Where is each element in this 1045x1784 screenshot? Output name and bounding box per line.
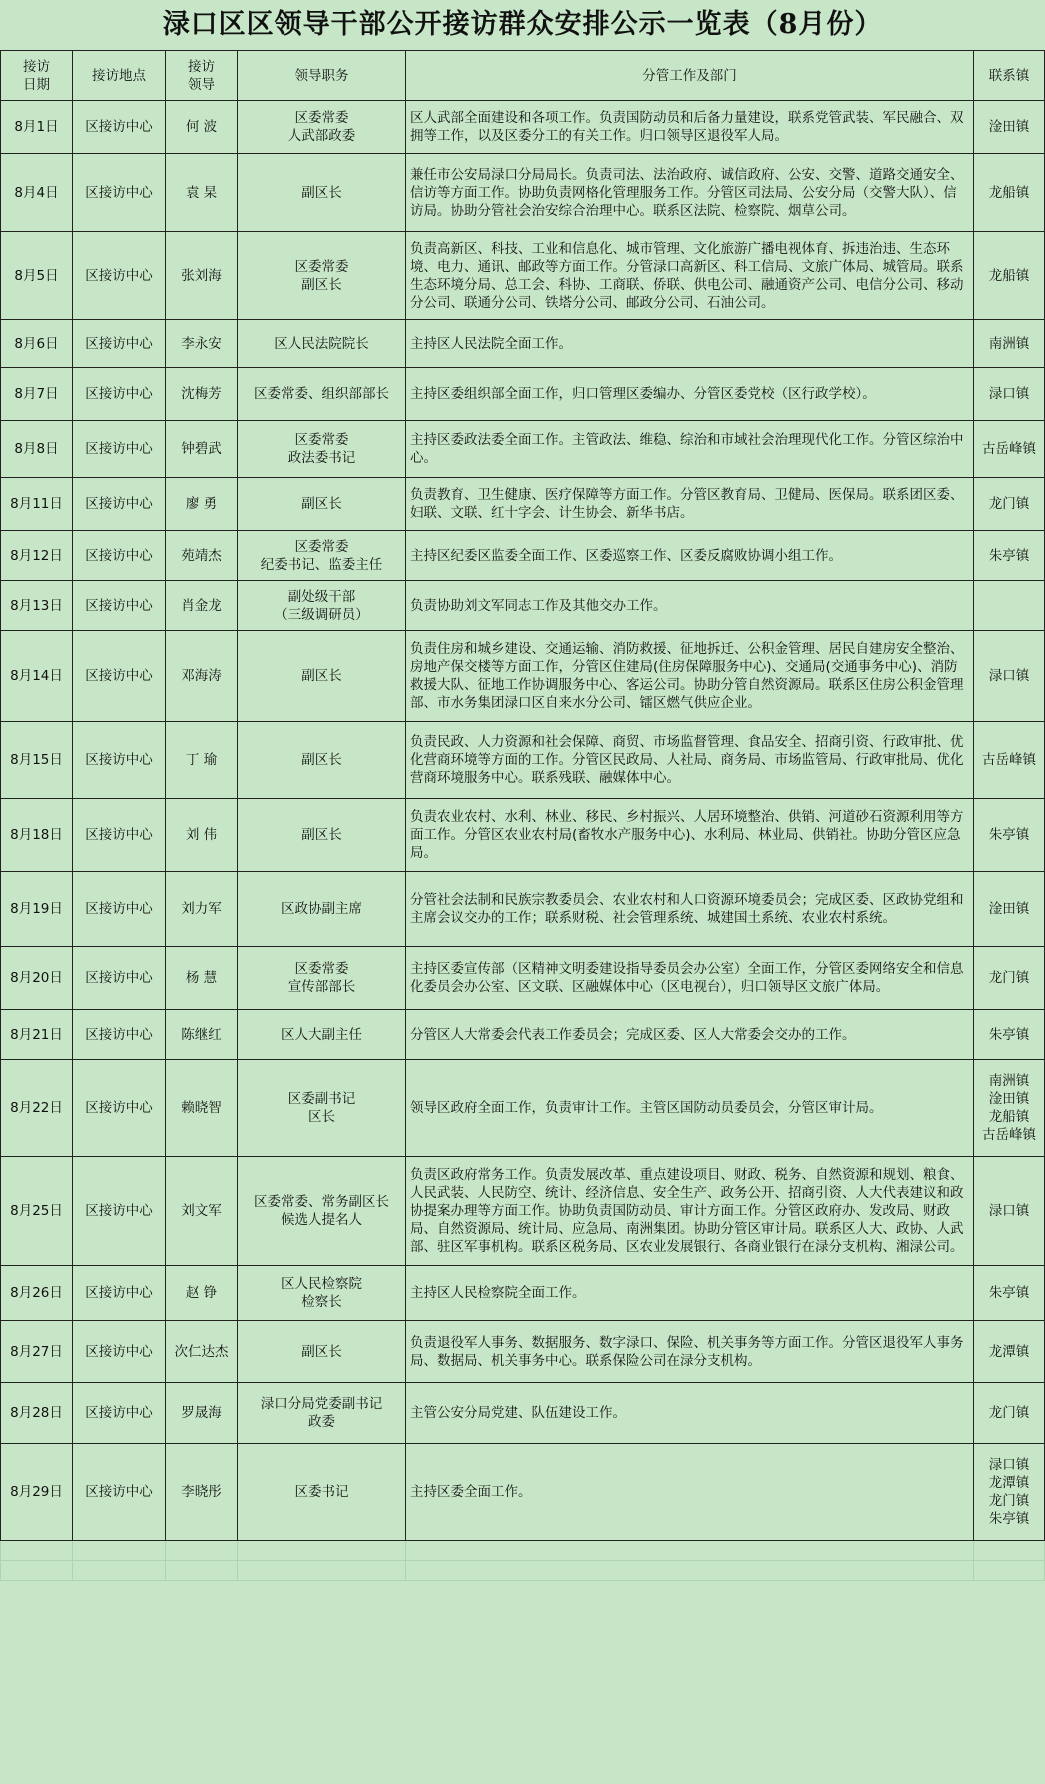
cell-position[interactable]: 区委常委 政法委书记 [238,421,406,478]
cell-date[interactable]: 8月13日 [1,581,73,631]
cell-place[interactable]: 区接访中心 [73,947,166,1010]
cell-place[interactable]: 区接访中心 [73,154,166,232]
cell-position[interactable]: 区人民法院院长 [238,320,406,368]
table-row [1,478,1045,531]
cell-duties[interactable]: 负责住房和城乡建设、交通运输、消防救援、征地拆迁、公积金管理、居民自建房安全整治、房地产保交楼等方面工作，分管区住建局(住房保障服务中心)、交通局(交通事务中心)、消防救援大队、征地工作协调服务中心、客运公司。协助分管自然资源局。联系区住房公积金管理部、市水务集团渌口区自来水分公司、镭区燃气供应企业。 [406,631,974,722]
cell-town[interactable]: 淦田镇 [974,872,1045,947]
cell-position[interactable]: 区委常委 宣传部部长 [238,947,406,1010]
cell-position[interactable]: 区政协副主席 [238,872,406,947]
cell-town[interactable] [974,581,1045,631]
table-row [1,581,1045,631]
cell-leader[interactable]: 李晓彤 [166,1444,238,1541]
empty-cell[interactable] [1,1561,73,1581]
cell-position[interactable]: 副区长 [238,154,406,232]
cell-position[interactable]: 副区长 [238,631,406,722]
cell-town[interactable]: 朱亭镇 [974,531,1045,581]
cell-date[interactable]: 8月25日 [1,1157,73,1266]
cell-date[interactable]: 8月5日 [1,232,73,320]
cell-date[interactable]: 8月6日 [1,320,73,368]
cell-place[interactable]: 区接访中心 [73,1060,166,1157]
cell-position[interactable]: 副区长 [238,799,406,872]
cell-date[interactable]: 8月22日 [1,1060,73,1157]
cell-duties[interactable]: 负责高新区、科技、工业和信息化、城市管理、文化旅游广播电视体育、拆违治违、生态环境、电力、通讯、邮政等方面工作。分管渌口高新区、科工信局、文旅广体局、城管局。联系生态环境分局、总工会、科协、工商联、侨联、供电公司、融通资产公司、电信分公司、移动分公司、联通分公司、铁塔分公司、邮政分公司、石油公司。 [406,232,974,320]
cell-position[interactable]: 副区长 [238,1321,406,1383]
cell-date[interactable]: 8月15日 [1,722,73,799]
cell-place[interactable]: 区接访中心 [73,581,166,631]
cell-duties[interactable]: 区人武部全面建设和各项工作。负责国防动员和后备力量建设，联系党管武装、军民融合、双拥等工作，以及区委分工的有关工作。归口领导区退役军人局。 [406,101,974,154]
cell-place[interactable]: 区接访中心 [73,631,166,722]
cell-date[interactable]: 8月29日 [1,1444,73,1541]
header-leader[interactable]: 接访 领导 [166,51,238,101]
cell-duties[interactable]: 主持区委政法委全面工作。主管政法、维稳、综治和市域社会治理现代化工作。分管区综治中心。 [406,421,974,478]
table-row [1,232,1045,320]
table-row [1,154,1045,232]
empty-cell[interactable] [73,1561,166,1581]
empty-cell[interactable] [974,1561,1045,1581]
cell-date[interactable]: 8月28日 [1,1383,73,1444]
cell-leader[interactable]: 赵 铮 [166,1266,238,1321]
cell-place[interactable]: 区接访中心 [73,320,166,368]
cell-town[interactable]: 渌口镇 [974,368,1045,421]
empty-cell[interactable] [238,1561,406,1581]
cell-date[interactable]: 8月12日 [1,531,73,581]
cell-place[interactable]: 区接访中心 [73,1444,166,1541]
cell-leader[interactable]: 陈继红 [166,1010,238,1060]
header-town[interactable]: 联系镇 [974,51,1045,101]
cell-town[interactable]: 古岳峰镇 [974,722,1045,799]
cell-date[interactable]: 8月14日 [1,631,73,722]
cell-duties[interactable]: 负责区政府常务工作。负责发展改革、重点建设项目、财政、税务、自然资源和规划、粮食、人民武装、人民防空、统计、经济信息、安全生产、政务公开、招商引资、人大代表建议和政协提案办理等方面工作。协助负责国防动员、审计方面工作。分管区政府办、发改局、财政局、自然资源局、统计局、应急局、南洲集团。协助分管区审计局。联系区人大、政协、人武部、驻区军事机构。联系区税务局、区农业发展银行、各商业银行在渌分支机构、湘渌公司。 [406,1157,974,1266]
table-row [1,101,1045,154]
cell-leader[interactable]: 沈梅芳 [166,368,238,421]
empty-row [1,1541,1045,1561]
cell-position[interactable]: 区委常委 纪委书记、监委主任 [238,531,406,581]
cell-place[interactable]: 区接访中心 [73,531,166,581]
cell-duties[interactable]: 兼任市公安局渌口分局局长。负责司法、法治政府、诚信政府、公安、交警、道路交通安全、信访等方面工作。协助负责网格化管理服务工作。分管区司法局、公安分局（交警大队）、信访局。协助分管社会治安综合治理中心。联系区法院、检察院、烟草公司。 [406,154,974,232]
cell-position[interactable]: 区人大副主任 [238,1010,406,1060]
cell-leader[interactable]: 钟碧武 [166,421,238,478]
cell-duties[interactable]: 分管社会法制和民族宗教委员会、农业农村和人口资源环境委员会；完成区委、区政协党组和主席会议交办的工作；联系财税、社会管理系统、城建国土系统、农业农村系统。 [406,872,974,947]
cell-duties[interactable]: 负责退役军人事务、数据服务、数字渌口、保险、机关事务等方面工作。分管区退役军人事务局、数据局、机关事务中心。联系保险公司在渌分支机构。 [406,1321,974,1383]
empty-cell[interactable] [1,1541,73,1561]
cell-town[interactable]: 龙门镇 [974,1383,1045,1444]
cell-duties[interactable]: 主持区人民法院全面工作。 [406,320,974,368]
cell-town[interactable]: 渌口镇 [974,631,1045,722]
cell-date[interactable]: 8月27日 [1,1321,73,1383]
cell-position[interactable]: 区委副书记 区长 [238,1060,406,1157]
cell-position[interactable]: 区委常委 人武部政委 [238,101,406,154]
cell-town[interactable]: 渌口镇 [974,1157,1045,1266]
cell-position[interactable]: 区委常委、常务副区长 候选人提名人 [238,1157,406,1266]
cell-duties[interactable]: 主持区委全面工作。 [406,1444,974,1541]
cell-position[interactable]: 副区长 [238,722,406,799]
cell-position[interactable]: 渌口分局党委副书记 政委 [238,1383,406,1444]
cell-place[interactable]: 区接访中心 [73,1010,166,1060]
cell-duties[interactable]: 领导区政府全面工作，负责审计工作。主管区国防动员委员会，分管区审计局。 [406,1060,974,1157]
header-row [1,51,1045,101]
cell-duties[interactable]: 主持区委组织部全面工作，归口管理区委编办、分管区委党校（区行政学校）。 [406,368,974,421]
cell-town[interactable]: 朱亭镇 [974,1266,1045,1321]
empty-cell[interactable] [406,1541,974,1561]
cell-town[interactable]: 龙船镇 [974,232,1045,320]
cell-leader[interactable]: 李永安 [166,320,238,368]
cell-place[interactable]: 区接访中心 [73,478,166,531]
page-title: 渌口区区领导干部公开接访群众安排公示一览表（8月份） [162,9,883,40]
cell-position[interactable]: 区委书记 [238,1444,406,1541]
cell-town[interactable]: 龙船镇 [974,154,1045,232]
cell-place[interactable]: 区接访中心 [73,232,166,320]
header-place[interactable]: 接访地点 [73,51,166,101]
table-row [1,1444,1045,1541]
table-row [1,1010,1045,1060]
cell-date[interactable]: 8月1日 [1,101,73,154]
cell-leader[interactable]: 次仁达杰 [166,1321,238,1383]
cell-date[interactable]: 8月11日 [1,478,73,531]
cell-place[interactable]: 区接访中心 [73,368,166,421]
table-row [1,947,1045,1010]
cell-duties[interactable]: 负责协助刘文军同志工作及其他交办工作。 [406,581,974,631]
cell-town[interactable]: 龙门镇 [974,947,1045,1010]
cell-date[interactable]: 8月7日 [1,368,73,421]
cell-duties[interactable]: 负责教育、卫生健康、医疗保障等方面工作。分管区教育局、卫健局、医保局。联系团区委、妇联、文联、红十字会、计生协会、新华书店。 [406,478,974,531]
table-row [1,799,1045,872]
cell-position[interactable]: 区委常委、组织部部长 [238,368,406,421]
cell-date[interactable]: 8月26日 [1,1266,73,1321]
cell-duties[interactable]: 主持区人民检察院全面工作。 [406,1266,974,1321]
table-row [1,872,1045,947]
cell-date[interactable]: 8月8日 [1,421,73,478]
cell-leader[interactable]: 刘文军 [166,1157,238,1266]
cell-date[interactable]: 8月21日 [1,1010,73,1060]
cell-place[interactable]: 区接访中心 [73,1266,166,1321]
cell-town[interactable]: 朱亭镇 [974,799,1045,872]
empty-cell[interactable] [166,1561,238,1581]
cell-leader[interactable]: 杨 慧 [166,947,238,1010]
cell-leader[interactable]: 肖金龙 [166,581,238,631]
cell-duties[interactable]: 负责民政、人力资源和社会保障、商贸、市场监督管理、食品安全、招商引资、行政审批、优化营商环境等方面的工作。分管区民政局、人社局、商务局、市场监管局、行政审批局、优化营商环境服务中心。联系残联、融媒体中心。 [406,722,974,799]
cell-leader[interactable]: 袁 杲 [166,154,238,232]
header-date[interactable]: 接访 日期 [1,51,73,101]
cell-leader[interactable]: 廖 勇 [166,478,238,531]
cell-date[interactable]: 8月4日 [1,154,73,232]
cell-leader[interactable]: 何 波 [166,101,238,154]
table-row [1,1266,1045,1321]
empty-cell[interactable] [406,1561,974,1581]
cell-place[interactable]: 区接访中心 [73,722,166,799]
empty-cell[interactable] [166,1541,238,1561]
cell-leader[interactable]: 苑靖杰 [166,531,238,581]
empty-cell[interactable] [73,1541,166,1561]
cell-place[interactable]: 区接访中心 [73,872,166,947]
table-row [1,1060,1045,1157]
cell-place[interactable]: 区接访中心 [73,1383,166,1444]
table-row [1,421,1045,478]
cell-position[interactable]: 副区长 [238,478,406,531]
table-row [1,368,1045,421]
cell-date[interactable]: 8月19日 [1,872,73,947]
table-row [1,320,1045,368]
table-row [1,631,1045,722]
cell-leader[interactable]: 刘力军 [166,872,238,947]
cell-town[interactable]: 淦田镇 [974,101,1045,154]
cell-position[interactable]: 副处级干部 （三级调研员） [238,581,406,631]
cell-town[interactable]: 龙门镇 [974,478,1045,531]
cell-duties[interactable]: 主管公安分局党建、队伍建设工作。 [406,1383,974,1444]
empty-cell[interactable] [974,1541,1045,1561]
table-row [1,1321,1045,1383]
cell-town[interactable]: 南洲镇 [974,320,1045,368]
empty-cell[interactable] [238,1541,406,1561]
cell-date[interactable]: 8月18日 [1,799,73,872]
cell-duties[interactable]: 主持区纪委区监委全面工作、区委巡察工作、区委反腐败协调小组工作。 [406,531,974,581]
cell-leader[interactable]: 赖晓智 [166,1060,238,1157]
cell-date[interactable]: 8月20日 [1,947,73,1010]
cell-position[interactable]: 区委常委 副区长 [238,232,406,320]
table-row [1,531,1045,581]
cell-town[interactable]: 古岳峰镇 [974,421,1045,478]
cell-leader[interactable]: 丁 瑜 [166,722,238,799]
empty-row [1,1561,1045,1581]
table-row [1,722,1045,799]
cell-place[interactable]: 区接访中心 [73,799,166,872]
table-row [1,1383,1045,1444]
cell-duties[interactable]: 主持区委宣传部（区精神文明委建设指导委员会办公室）全面工作，分管区委网络安全和信息化委员会办公室、区文联、区融媒体中心（区电视台），归口领导区文旅广体局。 [406,947,974,1010]
header-position[interactable]: 领导职务 [238,51,406,101]
table-row [1,1157,1045,1266]
cell-town[interactable]: 朱亭镇 [974,1010,1045,1060]
cell-leader[interactable]: 邓海涛 [166,631,238,722]
cell-duties[interactable]: 负责农业农村、水利、林业、移民、乡村振兴、人居环境整治、供销、河道砂石资源利用等方面工作。分管区农业农村局(畜牧水产服务中心)、水利局、林业局、供销社。协助分管区应急局。 [406,799,974,872]
cell-place[interactable]: 区接访中心 [73,1321,166,1383]
cell-town[interactable]: 龙潭镇 [974,1321,1045,1383]
cell-town[interactable]: 南洲镇 淦田镇 龙船镇 古岳峰镇 [974,1060,1045,1157]
header-duties[interactable]: 分管工作及部门 [406,51,974,101]
cell-leader[interactable]: 罗晟海 [166,1383,238,1444]
cell-position[interactable]: 区人民检察院 检察长 [238,1266,406,1321]
cell-leader[interactable]: 刘 伟 [166,799,238,872]
cell-leader[interactable]: 张刘海 [166,232,238,320]
cell-place[interactable]: 区接访中心 [73,1157,166,1266]
cell-place[interactable]: 区接访中心 [73,421,166,478]
cell-place[interactable]: 区接访中心 [73,101,166,154]
schedule-table [0,50,1045,1581]
cell-duties[interactable]: 分管区人大常委会代表工作委员会；完成区委、区人大常委会交办的工作。 [406,1010,974,1060]
cell-town[interactable]: 渌口镇 龙潭镇 龙门镇 朱亭镇 [974,1444,1045,1541]
